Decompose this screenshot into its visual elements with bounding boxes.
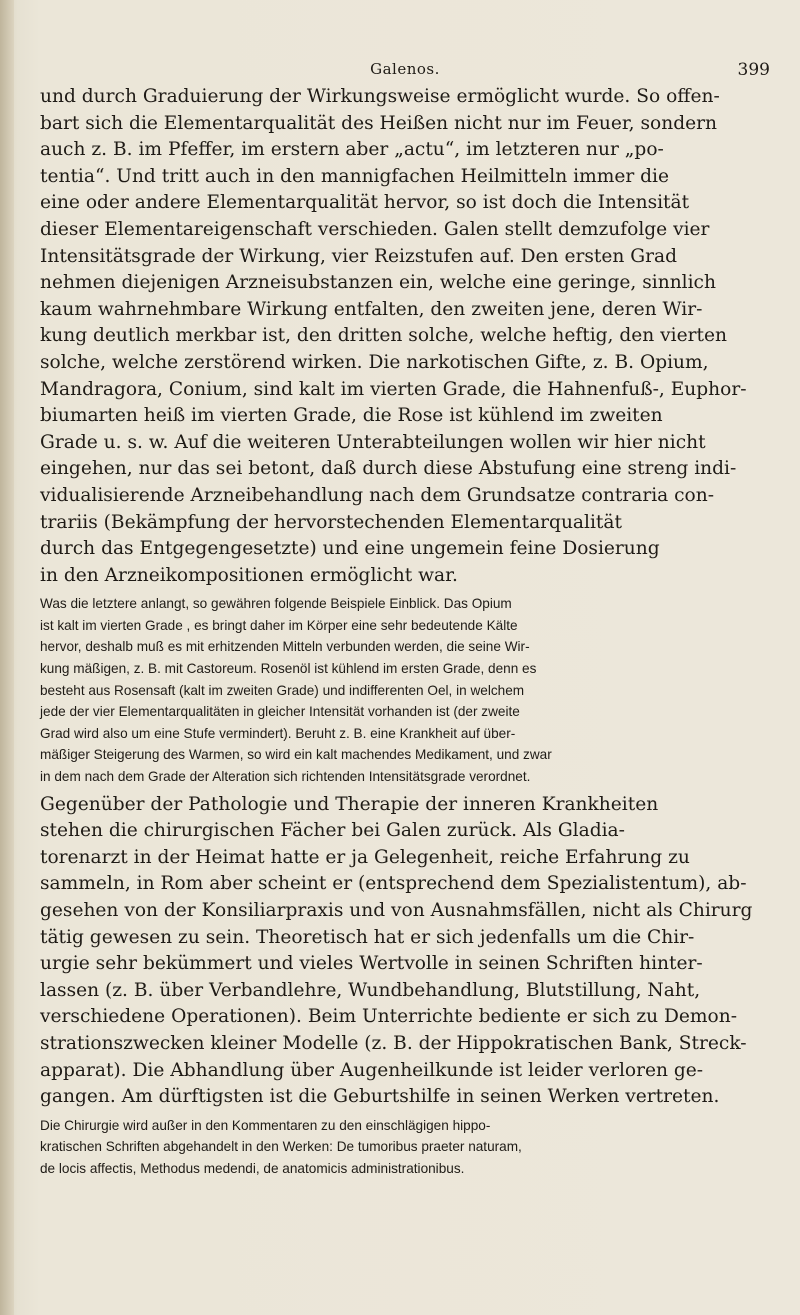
text-line: jede der vier Elementarqualitäten in gleicher Intensität vorhanden ist (der zweite [40,704,520,720]
page-text [40,84,770,1184]
text-line: kratischen Schriften abgehandelt in den Werken: De tumoribus praeter naturam, [40,1139,522,1155]
text-line: kung mäßigen, z. B. mit Castoreum. Rosenöl ist kühlend im ersten Grade, denn es [40,661,537,677]
text-line: bart sich die Elementarqualität des Heißen nicht nur im Feuer, sondern [40,112,717,134]
running-head: Galenos. [370,60,440,78]
text-line: hervor, deshalb muß es mit erhitzenden Mitteln verbunden werden, die seine Wir- [40,639,530,655]
text-line: verschiedene Operationen). Beim Unterrichte bediente er sich zu Demon- [40,1006,738,1028]
text-line: sammeln, in Rom aber scheint er (entsprechend dem Spezialistentum), ab- [40,873,747,895]
text-line: durch das Entgegengesetzte) und eine ungemein feine Dosierung [40,538,660,560]
text-line: auch z. B. im Pfeffer, im erstern aber „actu“, im letzteren nur „po- [40,139,664,161]
text-line: in den Arzneikompositionen ermöglicht war. [40,564,458,586]
body-paragraph [40,84,770,589]
text-line: de locis affectis, Methodus medendi, de anatomicis administrationibus. [40,1160,465,1176]
page-spine-shadow [0,0,14,1315]
text-line: torenarzt in der Heimat hatte er ja Gelegenheit, reiche Erfahrung zu [40,846,690,868]
text-line: biumarten heiß im vierten Grade, die Rose ist kühlend im zweiten [40,405,663,427]
text-line: Was die letztere anlangt, so gewähren folgende Beispiele Einblick. Das Opium [40,596,512,612]
text-line: urgie sehr bekümmert und vieles Wertvolle in seinen Schriften hinter- [40,953,703,975]
text-line: Intensitätsgrade der Wirkung, vier Reizstufen auf. Den ersten Grad [40,245,677,267]
text-line: tätig gewesen zu sein. Theoretisch hat er sich jedenfalls um die Chir- [40,926,695,948]
text-line: nehmen diejenigen Arzneisubstanzen ein, welche eine geringe, sinnlich [40,272,716,294]
text-line: eine oder andere Elementarqualität hervor, so ist doch die Intensität [40,192,690,214]
text-line: stehen die chirurgischen Fächer bei Galen zurück. Als Gladia- [40,820,625,842]
text-line: Gegenüber der Pathologie und Therapie der inneren Krankheiten [40,793,659,815]
text-line: apparat). Die Abhandlung über Augenheilkunde ist leider verloren ge- [40,1059,704,1081]
text-line: in dem nach dem Grade der Alteration sich richtenden Intensitätsgrade verordnet. [40,769,531,785]
text-line: besteht aus Rosensaft (kalt im zweiten Grade) und indifferenten Oel, in welchem [40,682,525,698]
text-line: mäßiger Steigerung des Warmen, so wird ein kalt machendes Medikament, und zwar [40,747,552,763]
text-line: ist kalt im vierten Grade , es bringt daher im Körper eine sehr bedeutende Kälte [40,617,518,633]
body-paragraph [40,792,770,1111]
text-line: strationszwecken kleiner Modelle (z. B. der Hippokratischen Bank, Streck- [40,1032,747,1054]
text-line: tentia“. Und tritt auch in den mannigfachen Heilmitteln immer die [40,165,669,187]
text-line: und durch Graduierung der Wirkungsweise ermöglicht wurde. So offen- [40,86,720,107]
text-line: gesehen von der Konsiliarpraxis und von Ausnahmsfällen, nicht als Chirurg [40,900,753,921]
text-line: vidualisierende Arzneibehandlung nach dem Grundsatze contraria con- [40,484,715,506]
text-line: Grad wird also um eine Stufe vermindert). Beruht z. B. eine Krankheit auf über- [40,725,516,741]
text-line: trariis (Bekämpfung der hervorstechenden Elementarqualität [40,511,622,533]
page-number: 399 [737,60,770,80]
text-line: Die Chirurgie wird außer in den Kommentaren zu den einschlägigen hippo- [40,1117,491,1133]
text-line: kaum wahrnehmbare Wirkung entfalten, den zweiten jene, deren Wir- [40,298,703,320]
footnote-paragraph [40,1115,770,1180]
text-line: dieser Elementareigenschaft verschieden. Galen stellt demzufolge vier [40,218,710,240]
text-line: kung deutlich merkbar ist, den dritten solche, welche heftig, den vierten [40,325,727,347]
footnote-paragraph [40,593,770,787]
text-line: solche, welche zerstörend wirken. Die narkotischen Gifte, z. B. Opium, [40,351,709,373]
text-line: gangen. Am dürftigsten ist die Geburtshilfe in seinen Werken vertreten. [40,1086,720,1108]
text-line: Grade u. s. w. Auf die weiteren Unterabteilungen wollen wir hier nicht [40,431,706,453]
text-line: lassen (z. B. über Verbandlehre, Wundbehandlung, Blutstillung, Naht, [40,979,701,1001]
text-line: Mandragora, Conium, sind kalt im vierten Grade, die Hahnenfuß-, Euphor- [40,378,747,400]
text-line: eingehen, nur das sei betont, daß durch diese Abstufung eine streng indi- [40,458,737,480]
